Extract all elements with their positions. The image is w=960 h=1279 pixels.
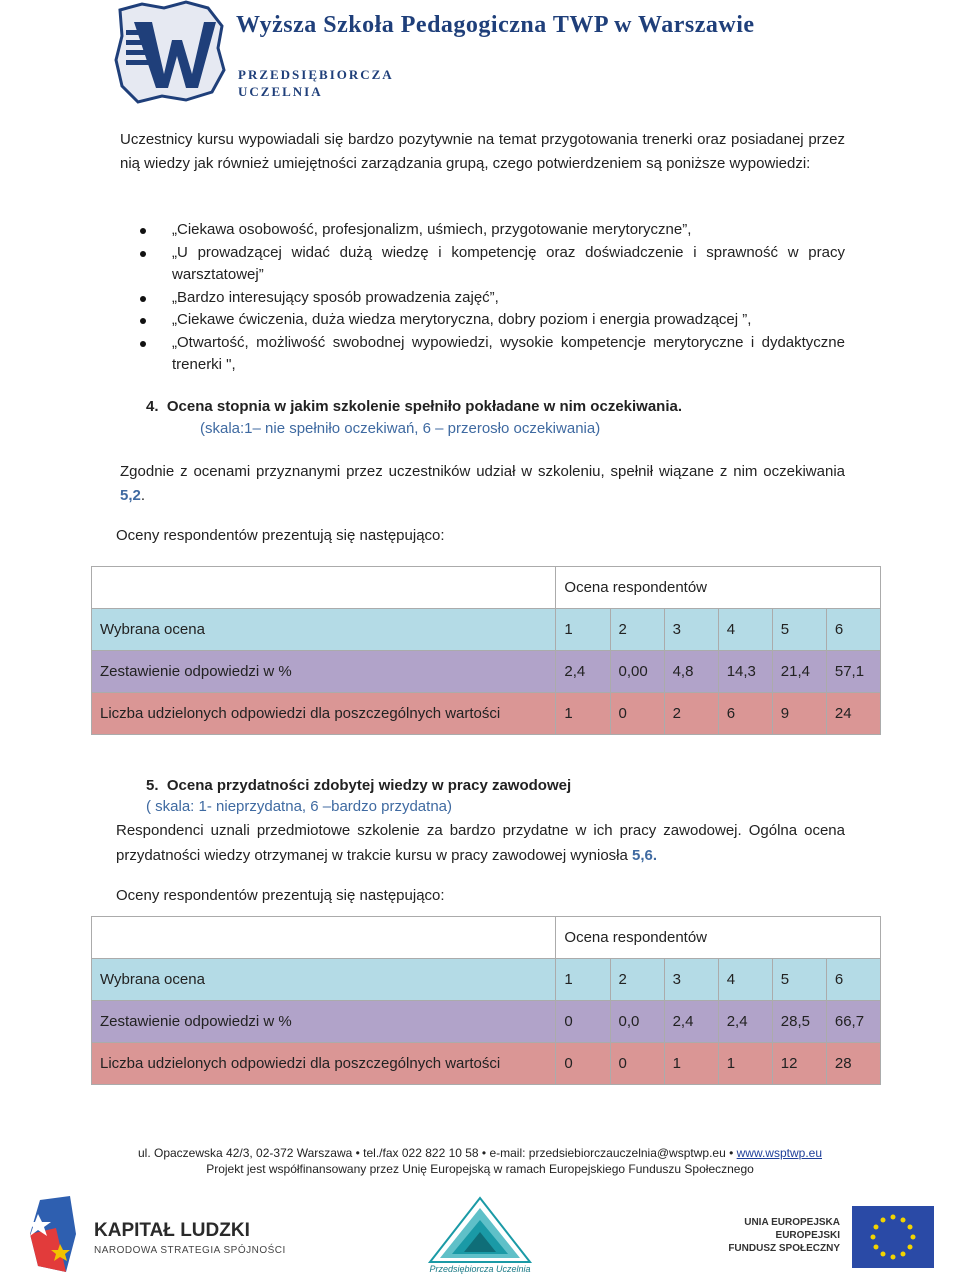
list-item: „Otwartość, możliwość swobodnej wypowiedzi, wysokie kompetencje merytoryczne i dydaktyczne trenerki ", (140, 332, 845, 377)
table-row: Zestawienie odpowiedzi w % 0 0,0 2,4 2,4 28,5 66,7 (92, 1001, 881, 1043)
table-row: Zestawienie odpowiedzi w % 2,4 0,00 4,8 14,3 21,4 57,1 (92, 651, 881, 693)
section-5-scale: ( skala: 1- nieprzydatna, 6 –bardzo przydatna) (146, 798, 452, 815)
section-5-heading: 5. Ocena przydatności zdobytej wiedzy w pracy zawodowej (146, 777, 572, 794)
kapital-ludzki-subtitle: NARODOWA STRATEGIA SPÓJNOŚCI (94, 1245, 286, 1256)
kapital-ludzki-logo (26, 1194, 286, 1276)
ratings-table-1 (91, 566, 881, 735)
eu-logo-text: UNIA EUROPEJSKA EUROPEJSKI FUNDUSZ SPOŁECZNY (728, 1217, 840, 1254)
university-name: Wyższa Szkoła Pedagogiczna TWP w Warszawie (236, 12, 755, 38)
quotes-list (140, 219, 845, 377)
table-1-intro: Oceny respondentów prezentują się następująco: (116, 527, 445, 544)
list-item: „Ciekawa osobowość, profesjonalizm, uśmiech, przygotowanie merytoryczne”, (140, 219, 845, 242)
program-name (238, 66, 394, 100)
table-header-row (92, 567, 881, 609)
section-4-score: 5,2 (120, 487, 141, 504)
table-row: Wybrana ocena 1 2 3 4 5 6 (92, 609, 881, 651)
section-4-scale: (skala:1– nie spełniło oczekiwań, 6 – przerosło oczekiwania) (200, 420, 601, 437)
section-5-text: Respondenci uznali przedmiotowe szkolenie za bardzo przydatne w ich pracy zawodowej. Ogólna ocena przydatności wiedzy otrzymanej w trakcie kursu w pracy zawodowej wyniosła 5,6. (116, 822, 845, 864)
ratings-table-2 (91, 916, 881, 1085)
footer-cofinance: Projekt jest współfinansowany przez Unię Europejską w ramach Europejskiego Funduszu Społecznego (206, 1162, 754, 1176)
logo-caption: Przedsiębiorcza Uczelnia (429, 1264, 531, 1274)
list-item: „U prowadzącej widać dużą wiedzę i kompetencję oraz doświadczenie i sprawność w pracy warsztatowej” (140, 242, 845, 287)
table-row: Liczba udzielonych odpowiedzi dla poszczególnych wartości 1 0 2 6 9 24 (92, 693, 881, 735)
table-row: Liczba udzielonych odpowiedzi dla poszczególnych wartości 0 0 1 1 12 28 (92, 1043, 881, 1085)
bullet-icon (140, 296, 146, 302)
section-4-text: Zgodnie z ocenami przyznanymi przez uczestników udział w szkoleniu, spełnił wiązane z nim oczekiwania 5,2. (120, 463, 845, 504)
list-item: „Bardzo interesujący sposób prowadzenia zajęć”, (140, 287, 845, 310)
table-header-row (92, 917, 881, 959)
list-item: „Ciekawe ćwiczenia, duża wiedza merytoryczna, dobry poziom i energia prowadzącej ”, (140, 309, 845, 332)
bullet-icon (140, 341, 146, 347)
table-row: Wybrana ocena 1 2 3 4 5 6 (92, 959, 881, 1001)
section-4-heading: 4. Ocena stopnia w jakim szkolenie spełniło pokładane w nim oczekiwania. (146, 398, 683, 415)
bullet-icon (140, 251, 146, 257)
eu-flag-icon (852, 1206, 934, 1268)
program-name-line2: UCZELNIA (238, 84, 323, 99)
bullet-icon (140, 318, 146, 324)
bullet-icon (140, 228, 146, 234)
university-logo (112, 0, 230, 106)
website-link[interactable]: www.wsptwp.eu (736, 1146, 823, 1160)
footer-contact: ul. Opaczewska 42/3, 02-372 Warszawa • tel./fax 022 822 10 58 • e-mail: przedsiebiorczauczelnia@wsptwp.eu • www.wsptwp.eu (137, 1146, 823, 1160)
table-header: Ocena respondentów (556, 917, 881, 959)
przedsiebiorcza-uczelnia-logo (426, 1196, 534, 1278)
eu-logo (726, 1204, 936, 1274)
intro-paragraph: Uczestnicy kursu wypowiadali się bardzo pozytywnie na temat przygotowania trenerki oraz posiadanej przez nią wiedzy jak również umiejętności zarządzania grupą, czego potwierdzeniem są poniższe wypowiedzi: (120, 131, 845, 172)
program-name-line1: PRZEDSIĘBIORCZA (238, 67, 394, 82)
kapital-ludzki-title: KAPITAŁ LUDZKI (94, 1220, 250, 1241)
section-5-score: 5,6. (632, 847, 658, 864)
table-header: Ocena respondentów (556, 567, 881, 609)
table-2-intro: Oceny respondentów prezentują się następująco: (116, 887, 445, 904)
